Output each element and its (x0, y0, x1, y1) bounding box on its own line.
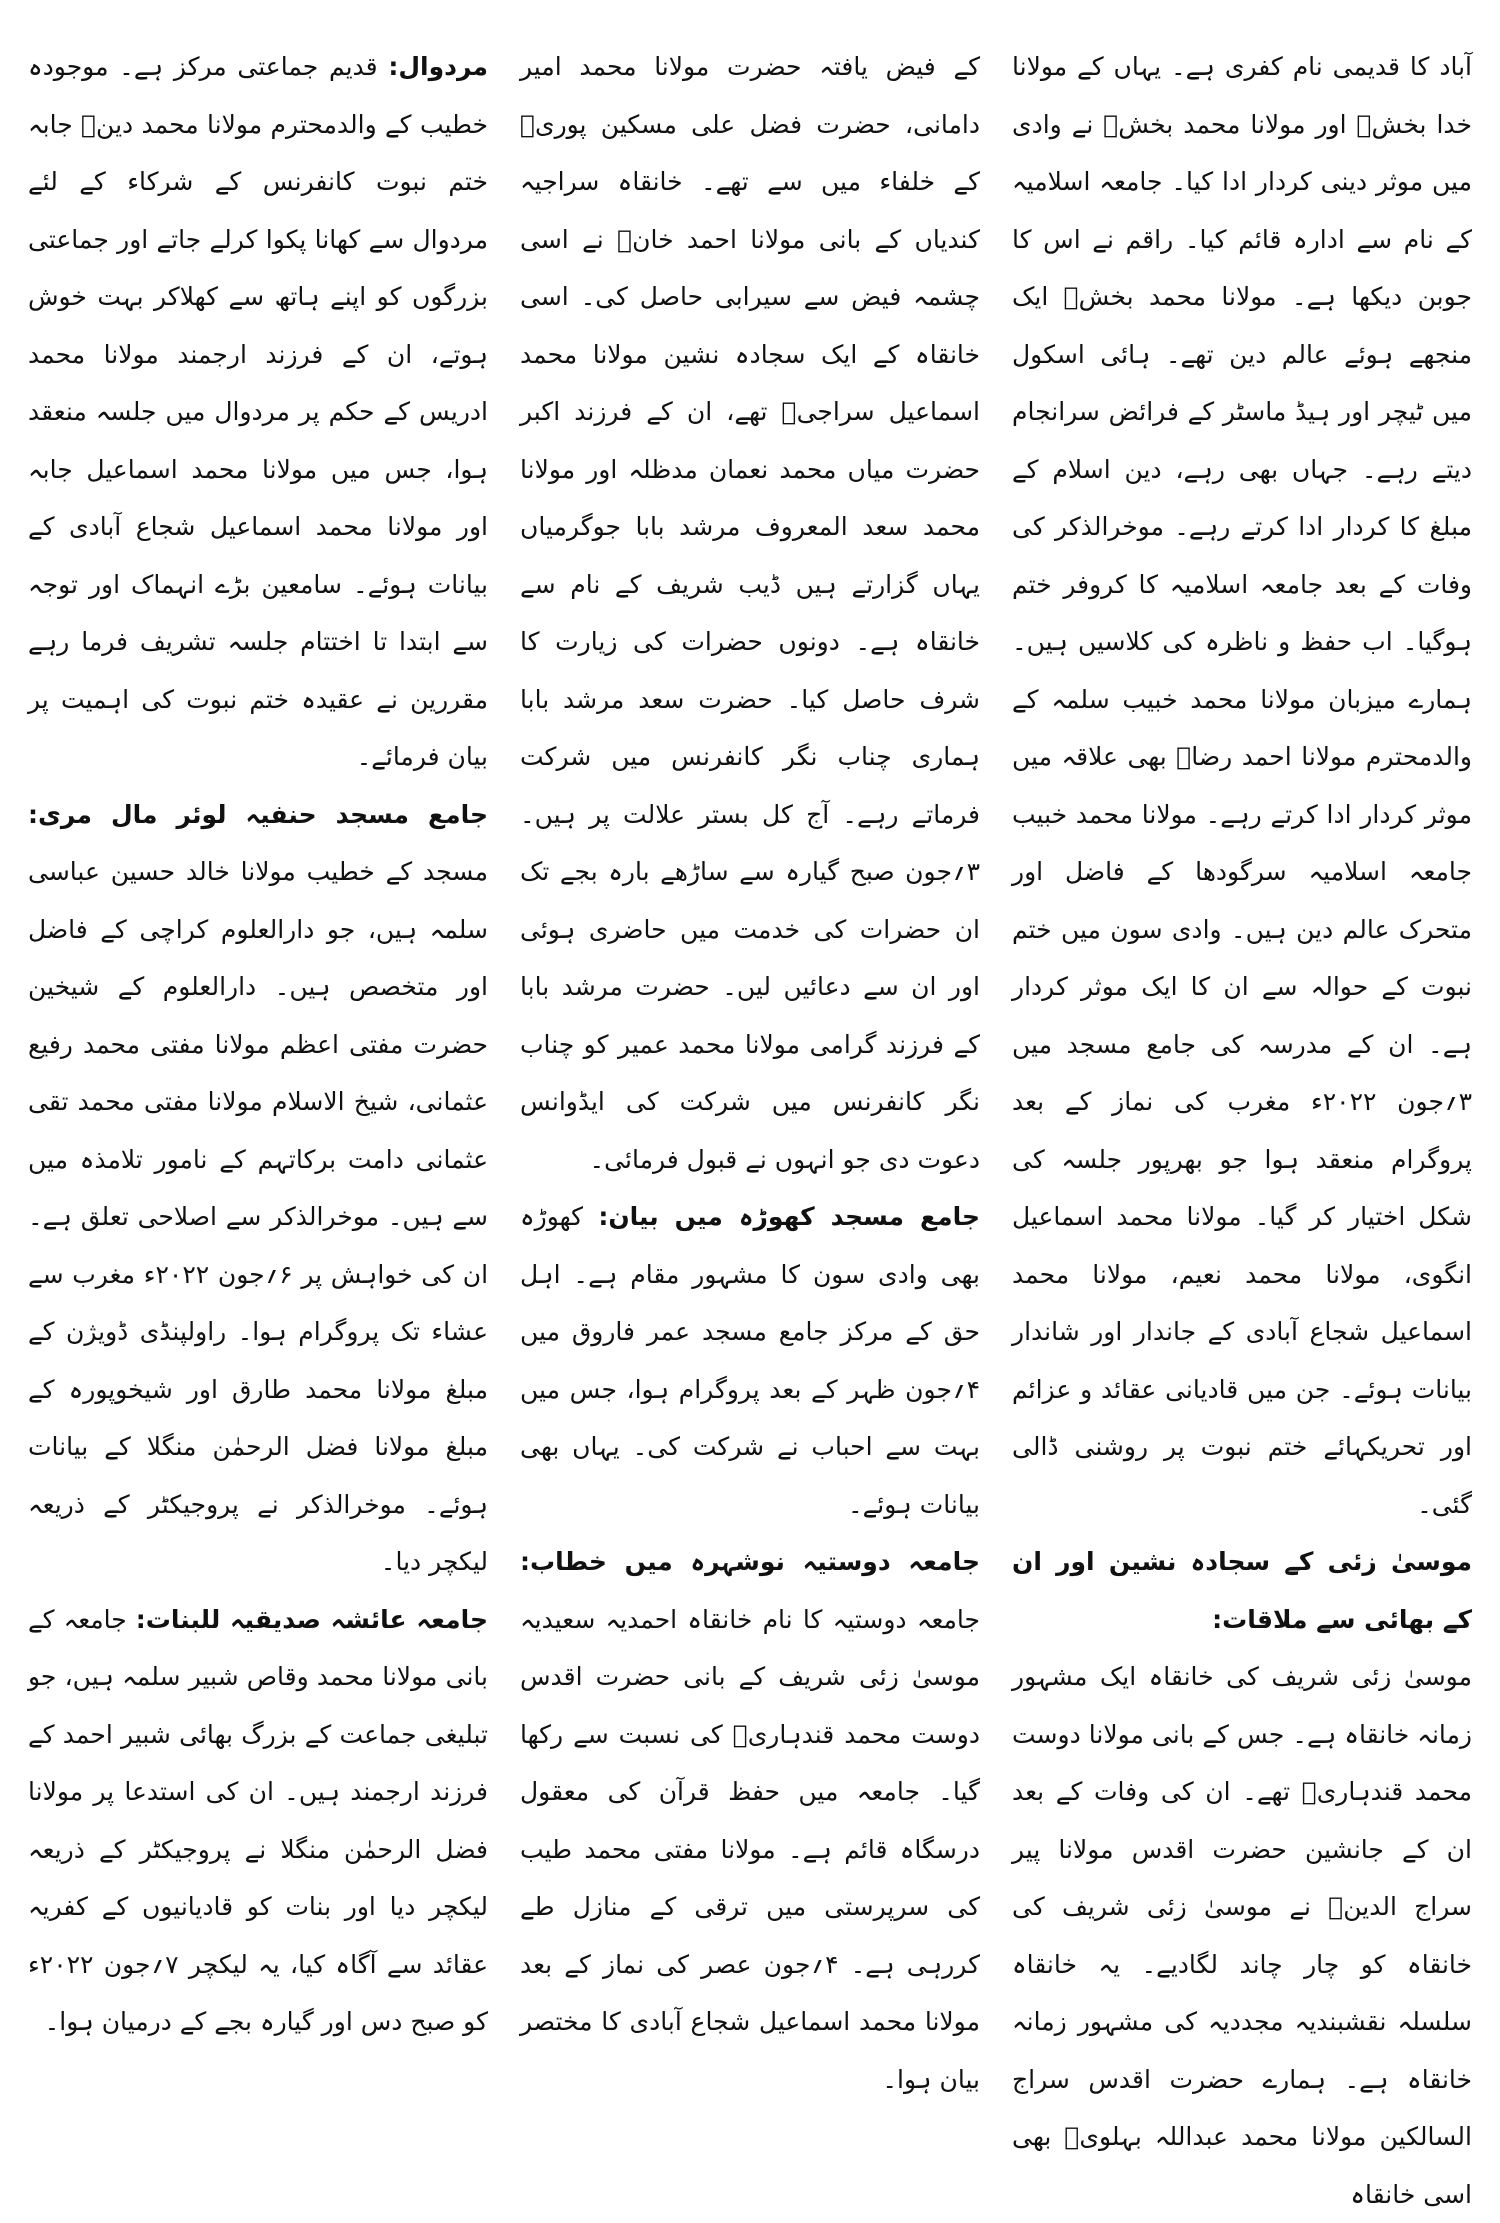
section-heading: جامع مسجد کھوڑہ میں بیان: (598, 1202, 980, 1231)
column-left (28, 38, 488, 2168)
article-paragraph (520, 38, 980, 1188)
paragraph-text: مسجد کے خطیب مولانا خالد حسین عباسی سلمہ ہیں، جو دارالعلوم کراچی کے فاضل اور متخصص ہیں۔ دارالعلوم کے شیخین حضرت مفتی اعظم مولانا مفتی محمد رفیع عثمانی، شیخ الاسلام مولانا مفتی محمد تقی عثمانی دامت برکاتہم کے نامور تلامذہ میں سے ہیں۔ موخرالذکر سے اصلاحی تعلق ہے۔ ان کی خواہش پر ۶؍جون ۲۰۲۲ء مغرب سے عشاء تک پروگرام ہوا۔ راولپنڈی ڈویژن کے مبلغ مولانا محمد طارق اور شیخوپورہ کے مبلغ مولانا فضل الرحمٰن منگلا کے بیانات ہوئے۔ موخرالذکر نے پروجیکٹر کے ذریعہ لیکچر دیا۔ (28, 857, 489, 1576)
paragraph-text: آباد کا قدیمی نام کفری ہے۔ یہاں کے مولانا خدا بخشؒ اور مولانا محمد بخشؒ نے وادی میں موثر دینی کردار ادا کیا۔ جامعہ اسلامیہ کے نام سے ادارہ قائم کیا۔ راقم نے اس کا جوبن دیکھا ہے۔ مولانا محمد بخشؒ ایک منجھے ہوئے عالم دین تھے۔ ہائی اسکول میں ٹیچر اور ہیڈ ماسٹر کے فرائض سرانجام دیتے رہے۔ جہاں بھی رہے، دین اسلام کے مبلغ کا کردار ادا کرتے رہے۔ موخرالذکر کی وفات کے بعد جامعہ اسلامیہ کا کروفر ختم ہوگیا۔ اب حفظ و ناظرہ کی کلاسیں ہیں۔ ہمارے میزبان مولانا محمد خبیب سلمہ کے والدمحترم مولانا احمد رضاؒ بھی علاقہ میں موثر کردار ادا کرتے رہے۔ مولانا محمد خبیب جامعہ اسلامیہ سرگودھا کے فاضل اور متحرک عالم دین ہیں۔ وادی سون میں ختم نبوت کے حوالہ سے ان کا ایک موثر کردار ہے۔ ان کے مدرسہ کی جامع مسجد میں ۳؍جون ۲۰۲۲ء مغرب کی نماز کے بعد پروگرام منعقد ہوا جو بھرپور جلسہ کی شکل اختیار کر گیا۔ مولانا محمد اسماعیل انگوی، مولانا محمد نعیم، مولانا محمد اسماعیل شجاع آبادی کے جاندار اور شاندار بیانات ہوئے۔ جن میں قادیانی عقائد و عزائم اور تحریکہائے ختم نبوت پر روشنی ڈالی گئی۔ (1012, 52, 1472, 1519)
article-paragraph (28, 38, 488, 786)
paragraph-text: جامعہ کے بانی مولانا محمد وقاص شبیر سلمہ ہیں، جو تبلیغی جماعت کے بزرگ بھائی شبیر احمد کے فرزند ارجمند ہیں۔ ان کی استدعا پر مولانا فضل الرحمٰن منگلا نے پروجیکٹر کے ذریعہ لیکچر دیا اور بنات کو قادیانیوں کے کفریہ عقائد سے آگاہ کیا، یہ لیکچر ۷؍جون ۲۰۲۲ء کو صبح دس اور گیارہ بجے کے درمیان ہوا۔ (28, 1604, 489, 2036)
paragraph-text: موسیٰ زئی شریف کی خانقاہ ایک مشہور زمانہ خانقاہ ہے۔ جس کے بانی مولانا دوست محمد قندہاریؒ تھے۔ ان کی وفات کے بعد ان کے جانشین حضرت اقدس مولانا پیر سراج الدینؒ نے موسیٰ زئی شریف کی خانقاہ کو چار چاند لگادیے۔ یہ خانقاہ سلسلہ نقشبندیہ مجددیہ کی مشہور زمانہ خانقاہ ہے۔ ہمارے حضرت اقدس سراج السالکین مولانا محمد عبداللہ بہلویؒ بھی اسی خانقاہ (1012, 1662, 1472, 2209)
newspaper-page (28, 38, 1472, 2209)
section-heading: موسیٰ زئی کے سجادہ نشین اور ان کے بھائی سے ملاقات: (1012, 1547, 1472, 1634)
article-paragraph (520, 1533, 980, 2108)
column-right (1012, 38, 1472, 2209)
paragraph-text: قدیم جماعتی مرکز ہے۔ موجودہ خطیب کے والدمحترم مولانا محمد دینؒ جابہ ختم نبوت کانفرنس کے شرکاء کے لئے مردوال سے کھانا پکوا کرلے جاتے اور جماعتی بزرگوں کو اپنے ہاتھ سے کھلاکر بہت خوش ہوتے، ان کے فرزند ارجمند مولانا محمد ادریس کے حکم پر مردوال میں جلسہ منعقد ہوا، جس میں مولانا محمد اسماعیل جابہ اور مولانا محمد اسماعیل شجاع آبادی کے بیانات ہوئے۔ سامعین بڑے انہماک اور توجہ سے ابتدا تا اختتام جلسہ تشریف فرما رہے مقررین نے عقیدہ ختم نبوت کی اہمیت پر بیان فرمائے۔ (28, 52, 488, 771)
paragraph-text: کے فیض یافتہ حضرت مولانا محمد امیر دامانی، حضرت فضل علی مسکین پوریؒ کے خلفاء میں سے تھے۔ خانقاہ سراجیہ کندیاں کے بانی مولانا احمد خانؒ نے اسی چشمہ فیض سے سیرابی حاصل کی۔ اسی خانقاہ کے ایک سجادہ نشین مولانا محمد اسماعیل سراجیؒ تھے، ان کے فرزند اکبر حضرت میاں محمد نعمان مدظلہ اور مولانا محمد سعد المعروف مرشد بابا جوگرمیاں یہاں گزارتے ہیں ڈیب شریف کے نام سے خانقاہ ہے۔ دونوں حضرات کی زیارت کا شرف حاصل کیا۔ حضرت سعد مرشد بابا ہماری چناب نگر کانفرنس میں شرکت فرماتے رہے۔ آج کل بستر علالت پر ہیں۔ ۳؍جون صبح گیارہ سے ساڑھے بارہ بجے تک ان حضرات کی خدمت میں حاضری ہوئی اور ان سے دعائیں لیں۔ حضرت مرشد بابا کے فرزند گرامی مولانا محمد عمیر کو چناب نگر کانفرنس میں شرکت کی ایڈوانس دعوت دی جو انہوں نے قبول فرمائی۔ (520, 52, 980, 1174)
article-paragraph (520, 1188, 980, 1533)
section-heading: جامعہ دوستیہ نوشہرہ میں خطاب: (520, 1547, 980, 1576)
article-paragraph (28, 786, 488, 1591)
column-middle (520, 38, 980, 2168)
section-heading: جامعہ عائشہ صدیقیہ للبنات: (135, 1604, 488, 1634)
section-heading: مردوال: (388, 52, 489, 81)
paragraph-text: کھوڑہ بھی وادی سون کا مشہور مقام ہے۔ اہل حق کے مرکز جامع مسجد عمر فاروق میں ۴؍جون ظہر کے بعد پروگرام ہوا، جس میں بہت سے احباب نے شرکت کی۔ یہاں بھی بیانات ہوئے۔ (520, 1202, 980, 1519)
section-heading: جامع مسجد حنفیہ لوئر مال مری: (28, 799, 488, 829)
article-paragraph (28, 1591, 488, 2051)
article-paragraph (1012, 38, 1472, 1533)
paragraph-text: جامعہ دوستیہ کا نام خانقاہ احمدیہ سعیدیہ موسیٰ زئی شریف کے بانی حضرت اقدس دوست محمد قندہاریؒ کی نسبت سے رکھا گیا۔ جامعہ میں حفظ قرآن کی معقول درسگاہ قائم ہے۔ مولانا مفتی محمد طیب کی سرپرستی میں ترقی کے منازل طے کررہی ہے۔ ۴؍جون عصر کی نماز کے بعد مولانا محمد اسماعیل شجاع آبادی کا مختصر بیان ہوا۔ (520, 1604, 980, 2094)
article-paragraph (1012, 1533, 1472, 2223)
